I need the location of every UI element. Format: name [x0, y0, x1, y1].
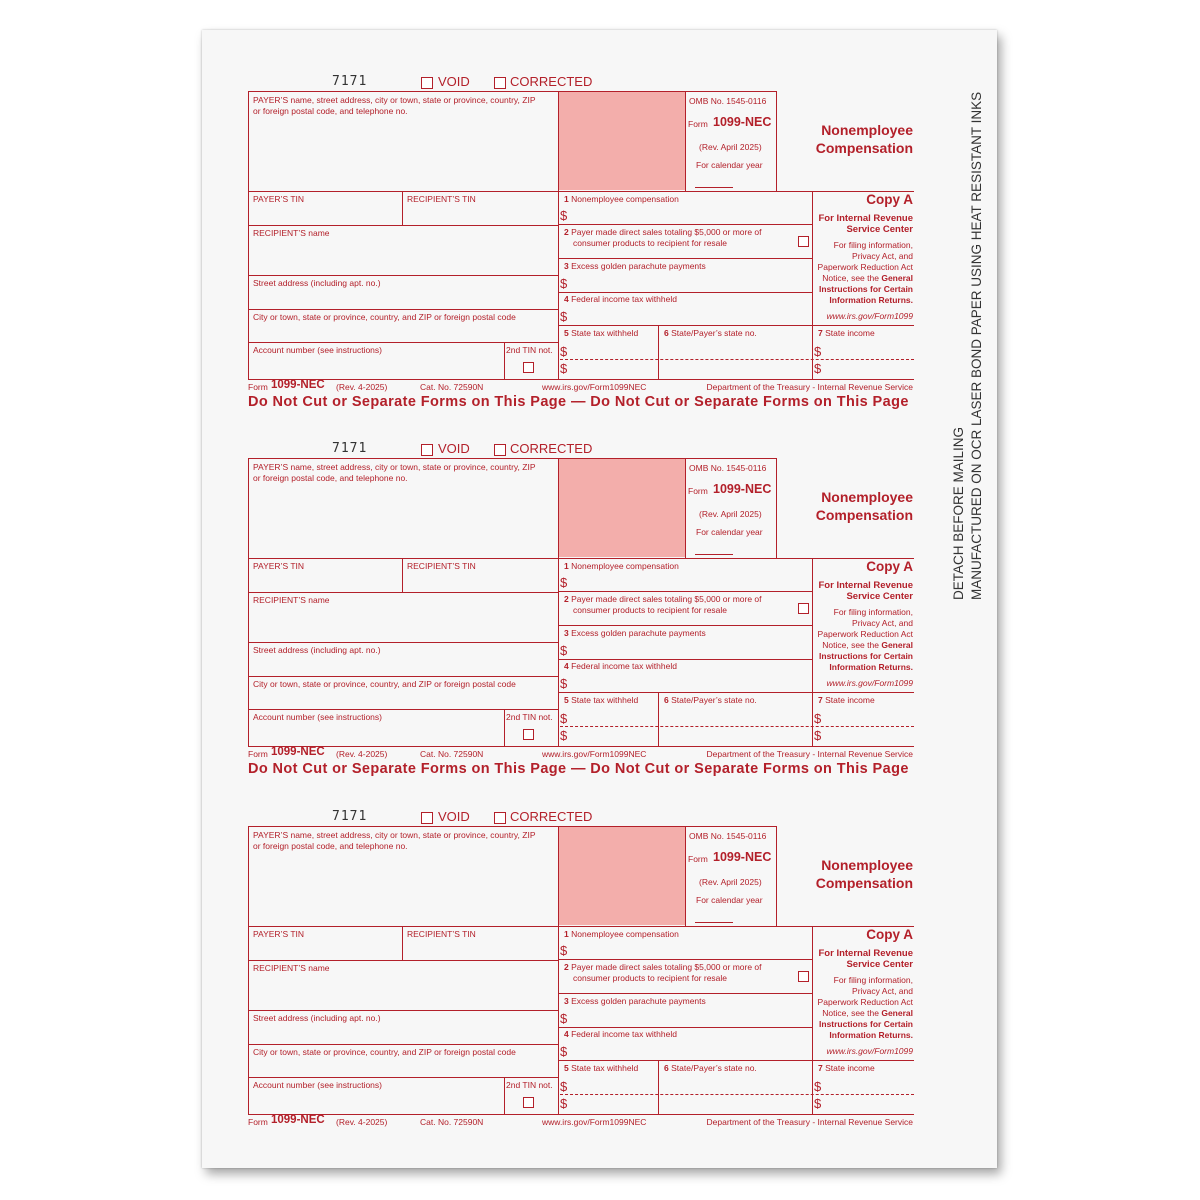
- box5-label: 5 State tax withheld: [564, 328, 639, 338]
- box5-dollar-1: $: [560, 344, 568, 359]
- shaded-area: [559, 459, 685, 557]
- irs-center-line2: Service Center: [846, 224, 913, 235]
- form-word: Form: [688, 486, 708, 496]
- footer-form-word: Form: [248, 382, 268, 392]
- box2-checkbox[interactable]: [798, 236, 809, 247]
- box2-label: 2 Payer made direct sales totaling $5,000 or more of: [564, 227, 762, 237]
- payer-info-label-line1: PAYER’S name, street address, city or town, state or province, country, ZIP: [253, 462, 536, 472]
- second-tin-notice-label: 2nd TIN not.: [506, 1080, 553, 1090]
- revision-date: (Rev. April 2025): [699, 142, 762, 152]
- recipient-tin-label: RECIPIENT’S TIN: [407, 561, 476, 571]
- revision-date: (Rev. April 2025): [699, 509, 762, 519]
- void-checkbox[interactable]: [421, 77, 433, 89]
- instructions-line5: Instructions for Certain: [819, 651, 913, 661]
- irs-url-side[interactable]: www.irs.gov/Form1099: [826, 1046, 913, 1056]
- box4-label: 4 Federal income tax withheld: [564, 1029, 677, 1039]
- box5-dollar-2: $: [560, 361, 568, 376]
- form-title-line2: Compensation: [815, 507, 913, 523]
- account-number-label: Account number (see instructions): [253, 1080, 382, 1090]
- box7-dollar-2: $: [814, 1096, 822, 1111]
- box6-label: 6 State/Payer’s state no.: [664, 1063, 757, 1073]
- box4-dollar: $: [560, 309, 568, 324]
- form-title-line2: Compensation: [815, 875, 913, 891]
- box2-checkbox[interactable]: [798, 971, 809, 982]
- form-serial-number: 7171: [332, 441, 368, 456]
- city-state-zip-label: City or town, state or province, country, and ZIP or foreign postal code: [253, 1047, 516, 1057]
- shaded-area: [559, 827, 685, 925]
- form-1099-nec-copy-a: [248, 809, 914, 1176]
- calendar-year-label: For calendar year: [696, 160, 763, 170]
- irs-center-line1: For Internal Revenue: [818, 948, 913, 959]
- form-name: 1099-NEC: [713, 115, 772, 129]
- box1-label: 1 Nonemployee compensation: [564, 561, 679, 571]
- footer-department: Department of the Treasury - Internal Revenue Service: [706, 382, 913, 392]
- box2-checkbox[interactable]: [798, 603, 809, 614]
- calendar-year-label: For calendar year: [696, 895, 763, 905]
- payer-tin-label: PAYER’S TIN: [253, 194, 305, 204]
- instructions-line3: Paperwork Reduction Act: [817, 262, 913, 272]
- instructions-line3: Paperwork Reduction Act: [817, 629, 913, 639]
- box5-dollar-1: $: [560, 1079, 568, 1094]
- form-1099-nec-copy-a: [248, 74, 914, 441]
- box3-dollar: $: [560, 643, 568, 658]
- second-tin-checkbox[interactable]: [523, 1097, 534, 1108]
- form-name: 1099-NEC: [713, 850, 772, 864]
- corrected-label: CORRECTED: [510, 809, 593, 824]
- box2-label-line2: consumer products to recipient for resale: [573, 605, 728, 615]
- box7-label: 7 State income: [818, 328, 875, 338]
- box2-label: 2 Payer made direct sales totaling $5,000 or more of: [564, 962, 762, 972]
- irs-center-line1: For Internal Revenue: [818, 213, 913, 224]
- account-number-label: Account number (see instructions): [253, 345, 382, 355]
- box7-dollar-1: $: [814, 711, 822, 726]
- box1-label: 1 Nonemployee compensation: [564, 929, 679, 939]
- form-serial-number: 7171: [332, 809, 368, 824]
- box1-dollar: $: [560, 575, 568, 590]
- city-state-zip-label: City or town, state or province, country, and ZIP or foreign postal code: [253, 312, 516, 322]
- void-checkbox[interactable]: [421, 444, 433, 456]
- revision-date: (Rev. April 2025): [699, 877, 762, 887]
- payer-tin-label: PAYER’S TIN: [253, 561, 305, 571]
- shaded-area: [559, 92, 685, 190]
- footer-catalog-number: Cat. No. 72590N: [420, 749, 484, 759]
- do-not-cut-warning: Do Not Cut or Separate Forms on This Page — Do Not Cut or Separate Forms on This Page: [248, 761, 909, 777]
- side-margin-text: [950, 92, 986, 600]
- footer-department: Department of the Treasury - Internal Revenue Service: [706, 1117, 913, 1127]
- do-not-cut-warning: Do Not Cut or Separate Forms on This Page — Do Not Cut or Separate Forms on This Page: [248, 394, 909, 410]
- box1-label: 1 Nonemployee compensation: [564, 194, 679, 204]
- detach-notice: DETACH BEFORE MAILING: [951, 426, 966, 600]
- instructions-line4: Notice, see the General: [822, 640, 913, 650]
- box7-dollar-2: $: [814, 361, 822, 376]
- copy-label: Copy A: [866, 559, 913, 574]
- form-word: Form: [688, 119, 708, 129]
- street-address-label: Street address (including apt. no.): [253, 1013, 381, 1023]
- footer-revision: (Rev. 4-2025): [336, 749, 388, 759]
- box2-label-line2: consumer products to recipient for resale: [573, 238, 728, 248]
- recipient-name-label: RECIPIENT’S name: [253, 595, 330, 605]
- instructions-line1: For filing information,: [833, 975, 913, 985]
- omb-number: OMB No. 1545-0116: [689, 96, 767, 106]
- instructions-line4: Notice, see the General: [822, 1008, 913, 1018]
- box3-label: 3 Excess golden parachute payments: [564, 261, 706, 271]
- box3-dollar: $: [560, 1011, 568, 1026]
- footer-irs-url[interactable]: www.irs.gov/Form1099NEC: [542, 382, 647, 392]
- footer-revision: (Rev. 4-2025): [336, 1117, 388, 1127]
- box5-dollar-2: $: [560, 728, 568, 743]
- irs-url-side[interactable]: www.irs.gov/Form1099: [826, 311, 913, 321]
- instructions-line5: Instructions for Certain: [819, 1019, 913, 1029]
- instructions-line3: Paperwork Reduction Act: [817, 997, 913, 1007]
- payer-info-label-line2: or foreign postal code, and telephone no.: [253, 473, 408, 483]
- irs-url-side[interactable]: www.irs.gov/Form1099: [826, 678, 913, 688]
- copy-label: Copy A: [866, 927, 913, 942]
- box2-label: 2 Payer made direct sales totaling $5,000 or more of: [564, 594, 762, 604]
- void-label: VOID: [438, 74, 470, 89]
- form-title-line1: Nonemployee: [821, 122, 913, 138]
- footer-irs-url[interactable]: www.irs.gov/Form1099NEC: [542, 1117, 647, 1127]
- void-label: VOID: [438, 441, 470, 456]
- form-title-line1: Nonemployee: [821, 857, 913, 873]
- second-tin-checkbox[interactable]: [523, 362, 534, 373]
- instructions-line5: Instructions for Certain: [819, 284, 913, 294]
- payer-tin-label: PAYER’S TIN: [253, 929, 305, 939]
- copy-label: Copy A: [866, 192, 913, 207]
- box5-dollar-1: $: [560, 711, 568, 726]
- irs-center-line1: For Internal Revenue: [818, 580, 913, 591]
- form-word: Form: [688, 854, 708, 864]
- box7-dollar-2: $: [814, 728, 822, 743]
- footer-irs-url[interactable]: www.irs.gov/Form1099NEC: [542, 749, 647, 759]
- manufacture-notice: MANUFACTURED ON OCR LASER BOND PAPER USING HEAT RESISTANT INKS: [969, 91, 984, 600]
- omb-number: OMB No. 1545-0116: [689, 831, 767, 841]
- box5-dollar-2: $: [560, 1096, 568, 1111]
- box3-dollar: $: [560, 276, 568, 291]
- instructions-line6: Information Returns.: [829, 295, 913, 305]
- recipient-name-label: RECIPIENT’S name: [253, 963, 330, 973]
- street-address-label: Street address (including apt. no.): [253, 278, 381, 288]
- second-tin-checkbox[interactable]: [523, 729, 534, 740]
- city-state-zip-label: City or town, state or province, country, and ZIP or foreign postal code: [253, 679, 516, 689]
- corrected-checkbox[interactable]: [494, 444, 506, 456]
- footer-form-word: Form: [248, 1117, 268, 1127]
- box2-label-line2: consumer products to recipient for resale: [573, 973, 728, 983]
- instructions-line6: Information Returns.: [829, 662, 913, 672]
- footer-revision: (Rev. 4-2025): [336, 382, 388, 392]
- payer-info-label-line2: or foreign postal code, and telephone no.: [253, 106, 408, 116]
- corrected-label: CORRECTED: [510, 441, 593, 456]
- calendar-year-label: For calendar year: [696, 527, 763, 537]
- box5-label: 5 State tax withheld: [564, 695, 639, 705]
- box1-dollar: $: [560, 943, 568, 958]
- instructions-line1: For filing information,: [833, 240, 913, 250]
- omb-number: OMB No. 1545-0116: [689, 463, 767, 473]
- box4-dollar: $: [560, 676, 568, 691]
- form-title-line1: Nonemployee: [821, 489, 913, 505]
- box7-dollar-1: $: [814, 1079, 822, 1094]
- instructions-line4: Notice, see the General: [822, 273, 913, 283]
- payer-info-label-line1: PAYER’S name, street address, city or town, state or province, country, ZIP: [253, 95, 536, 105]
- instructions-line6: Information Returns.: [829, 1030, 913, 1040]
- street-address-label: Street address (including apt. no.): [253, 645, 381, 655]
- instructions-line2: Privacy Act, and: [852, 251, 913, 261]
- box7-label: 7 State income: [818, 1063, 875, 1073]
- corrected-checkbox[interactable]: [494, 812, 506, 824]
- box3-label: 3 Excess golden parachute payments: [564, 628, 706, 638]
- instructions-line2: Privacy Act, and: [852, 618, 913, 628]
- form-1099-nec-copy-a: [248, 441, 914, 808]
- footer-form-name: 1099-NEC: [271, 1114, 325, 1126]
- box1-dollar: $: [560, 208, 568, 223]
- recipient-name-label: RECIPIENT’S name: [253, 228, 330, 238]
- form-title-line2: Compensation: [815, 140, 913, 156]
- corrected-label: CORRECTED: [510, 74, 593, 89]
- form-serial-number: 7171: [332, 74, 368, 89]
- footer-form-name: 1099-NEC: [271, 379, 325, 391]
- corrected-checkbox[interactable]: [494, 77, 506, 89]
- box5-label: 5 State tax withheld: [564, 1063, 639, 1073]
- form-name: 1099-NEC: [713, 482, 772, 496]
- box4-label: 4 Federal income tax withheld: [564, 661, 677, 671]
- second-tin-notice-label: 2nd TIN not.: [506, 712, 553, 722]
- recipient-tin-label: RECIPIENT’S TIN: [407, 929, 476, 939]
- box3-label: 3 Excess golden parachute payments: [564, 996, 706, 1006]
- instructions-line2: Privacy Act, and: [852, 986, 913, 996]
- box6-label: 6 State/Payer’s state no.: [664, 695, 757, 705]
- box4-label: 4 Federal income tax withheld: [564, 294, 677, 304]
- void-checkbox[interactable]: [421, 812, 433, 824]
- payer-info-label-line2: or foreign postal code, and telephone no.: [253, 841, 408, 851]
- footer-form-word: Form: [248, 749, 268, 759]
- box7-dollar-1: $: [814, 344, 822, 359]
- footer-catalog-number: Cat. No. 72590N: [420, 1117, 484, 1127]
- payer-info-label-line1: PAYER’S name, street address, city or town, state or province, country, ZIP: [253, 830, 536, 840]
- irs-center-line2: Service Center: [846, 959, 913, 970]
- box6-label: 6 State/Payer’s state no.: [664, 328, 757, 338]
- footer-form-name: 1099-NEC: [271, 746, 325, 758]
- footer-catalog-number: Cat. No. 72590N: [420, 382, 484, 392]
- box4-dollar: $: [560, 1044, 568, 1059]
- footer-department: Department of the Treasury - Internal Revenue Service: [706, 749, 913, 759]
- irs-center-line2: Service Center: [846, 591, 913, 602]
- recipient-tin-label: RECIPIENT’S TIN: [407, 194, 476, 204]
- second-tin-notice-label: 2nd TIN not.: [506, 345, 553, 355]
- void-label: VOID: [438, 809, 470, 824]
- instructions-line1: For filing information,: [833, 607, 913, 617]
- account-number-label: Account number (see instructions): [253, 712, 382, 722]
- box7-label: 7 State income: [818, 695, 875, 705]
